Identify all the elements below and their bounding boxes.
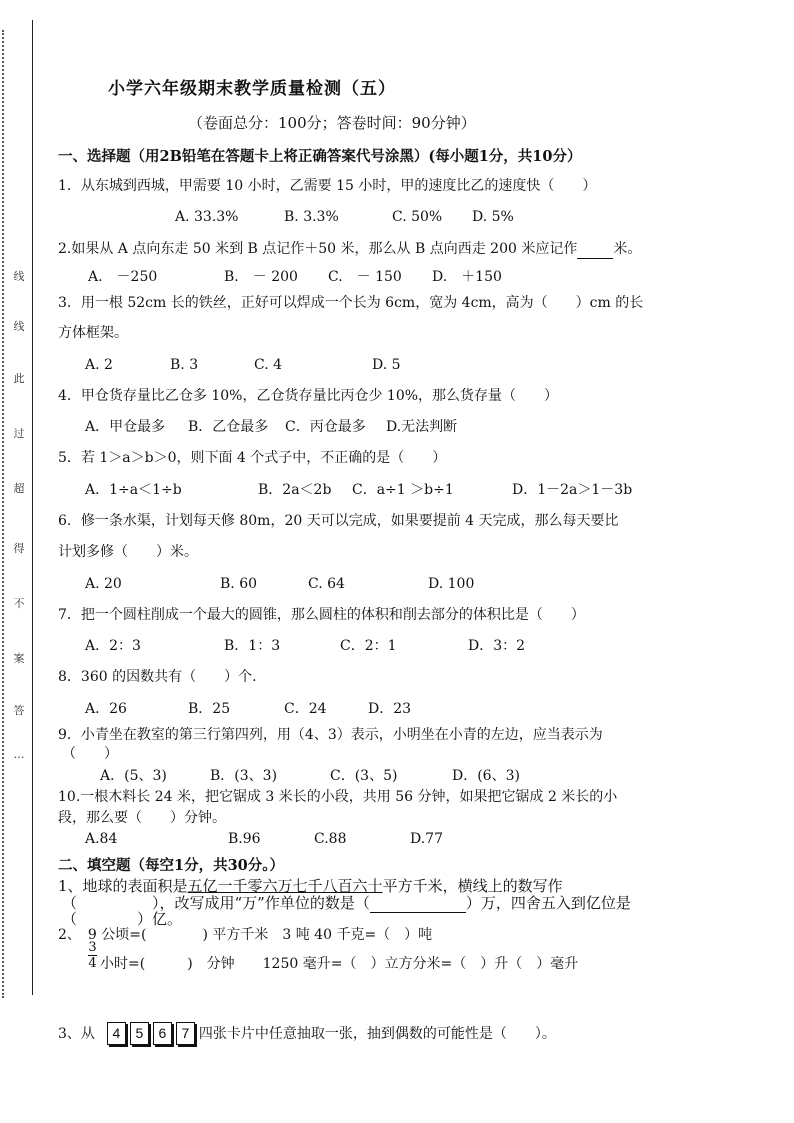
binding-char: 不 bbox=[13, 597, 25, 610]
q8-option-a: A．26 bbox=[85, 701, 127, 717]
binding-char: 线 bbox=[13, 320, 25, 333]
fill-q1-rest: 平方千米，横线上的数写作 bbox=[382, 877, 563, 895]
question-4: 4．甲仓货存量比乙仓多 10%，乙仓货存量比丙仓少 10%，那么货存量（ ） bbox=[58, 388, 559, 404]
binding-char: 案 bbox=[13, 652, 25, 665]
question-10-line2: 段，那么要（ ）分钟。 bbox=[58, 810, 226, 826]
q7-option-b: B．1：3 bbox=[224, 638, 281, 654]
binding-char: 超 bbox=[13, 482, 25, 495]
q7-option-a: A．2：3 bbox=[85, 638, 141, 654]
question-7: 7．把一个圆柱削成一个最大的圆锥，那么圆柱的体积和削去部分的体积比是（ ） bbox=[58, 607, 585, 623]
fraction-three-quarters bbox=[88, 941, 97, 970]
fill-q3-prefix: 3、从 bbox=[58, 1026, 95, 1042]
fraction-numerator: 3 bbox=[88, 940, 97, 955]
q9-option-a: A．(5、3) bbox=[100, 768, 167, 784]
question-1: 1．从东城到西城，甲需要 10 小时，乙需要 15 小时，甲的速度比乙的速度快（ ） bbox=[58, 178, 597, 194]
question-6-line2: 计划多修（ ）米。 bbox=[58, 544, 198, 560]
q6-option-a: A. 20 bbox=[85, 576, 122, 592]
number-card: 5 bbox=[130, 1022, 149, 1045]
q3-option-b: B. 3 bbox=[170, 357, 199, 373]
fill-q3-suffix: 四张卡片中任意抽取一张，抽到偶数的可能性是（ ）。 bbox=[198, 1026, 556, 1042]
q1-option-b: B. 3.3% bbox=[284, 209, 339, 225]
exam-title: 小学六年级期末教学质量检测（五） bbox=[108, 79, 396, 99]
q9-option-b: B．(3、3) bbox=[210, 768, 278, 784]
q4-option-c: C．丙仓最多 bbox=[285, 419, 366, 435]
fill-question-1-line1 bbox=[58, 877, 563, 895]
q8-option-b: B．25 bbox=[188, 701, 231, 717]
q10-option-a: A.84 bbox=[85, 831, 118, 847]
q5-option-c: C．a÷1 ＞b÷1 bbox=[352, 482, 454, 498]
q10-option-d: D.77 bbox=[410, 831, 443, 847]
binding-char: 答 bbox=[13, 704, 25, 717]
q6-option-d: D. 100 bbox=[428, 576, 475, 592]
fill-q1-prefix: 1、地球的表面积是 bbox=[58, 877, 188, 895]
binding-char: 过 bbox=[13, 427, 25, 440]
fill-question-2-line2: 小时=( ) 分钟 1250 毫升=（ ）立方分米=（ ）升（ ）毫升 bbox=[100, 956, 579, 972]
question-2 bbox=[58, 240, 641, 259]
q9-option-d: D．(6、3) bbox=[452, 768, 520, 784]
q7-option-c: C．2：1 bbox=[340, 638, 397, 654]
section1-heading: 一、选择题（用2B铅笔在答题卡上将正确答案代号涂黑）(每小题1分，共10分） bbox=[58, 148, 582, 165]
q2-unit: 米。 bbox=[613, 241, 642, 257]
number-card: 6 bbox=[153, 1022, 172, 1045]
q2-option-c: C. － 150 bbox=[328, 269, 402, 285]
fill-q1-underlined-number: 五亿一千零六万七千八百六十 bbox=[187, 877, 383, 895]
q5-option-d: D．1－2a＞1－3b bbox=[512, 482, 633, 498]
q1-option-c: C. 50% bbox=[392, 209, 443, 225]
q2-option-d: D. ＋150 bbox=[432, 269, 502, 285]
binding-solid-line bbox=[32, 20, 33, 995]
q10-option-b: B.96 bbox=[228, 831, 261, 847]
fill-question-2-line1: 2、 9 公顷=( ) 平方千米 3 吨 40 千克=（ ）吨 bbox=[58, 927, 433, 943]
question-8: 8．360 的因数共有（ ）个. bbox=[58, 669, 257, 685]
question-5: 5．若 1＞a＞b＞0，则下面 4 个式子中，不正确的是（ ） bbox=[58, 450, 447, 466]
q9-option-c: C．(3、5) bbox=[330, 768, 398, 784]
binding-char: 得 bbox=[13, 542, 25, 555]
q4-option-b: B．乙仓最多 bbox=[188, 419, 269, 435]
question-9-line1: 9．小青坐在教室的第三行第四列，用（4、3）表示，小明坐在小青的左边，应当表示为 bbox=[58, 727, 603, 743]
q6-option-b: B. 60 bbox=[220, 576, 258, 592]
fill-question-1-line3: （ ）亿。 bbox=[62, 910, 183, 928]
q4-option-d: D.无法判断 bbox=[386, 419, 458, 435]
q3-option-a: A. 2 bbox=[85, 357, 113, 373]
q5-option-b: B．2a＜2b bbox=[258, 482, 332, 498]
number-card: 7 bbox=[176, 1022, 195, 1045]
exam-subtitle: （卷面总分：100分；答卷时间：90分钟） bbox=[188, 114, 476, 132]
q4-option-a: A．甲仓最多 bbox=[85, 419, 166, 435]
binding-char: 此 bbox=[13, 372, 25, 385]
q1-option-d: D. 5% bbox=[472, 209, 514, 225]
q8-option-c: C．24 bbox=[284, 701, 327, 717]
q10-option-c: C.88 bbox=[314, 831, 347, 847]
q2-text: 2.如果从 A 点向东走 50 米到 B 点记作＋50 米，那么从 B 点向西走 200 米应记作 bbox=[58, 241, 578, 257]
question-3-line2: 方体框架。 bbox=[58, 325, 128, 341]
q7-option-d: D．3：2 bbox=[468, 638, 526, 654]
fraction-denominator: 4 bbox=[88, 956, 97, 971]
q2-option-a: A. －250 bbox=[88, 269, 158, 285]
q8-option-d: D．23 bbox=[368, 701, 412, 717]
q3-option-c: C. 4 bbox=[254, 357, 283, 373]
section2-heading: 二、填空题（每空1分，共30分。） bbox=[58, 857, 285, 874]
q1-option-a: A. 33.3% bbox=[175, 209, 239, 225]
q5-option-a: A．1÷a＜1÷b bbox=[85, 482, 182, 498]
question-10-line1: 10.一根木料长 24 米，把它锯成 3 米长的小段，共用 56 分钟，如果把它锯成 2 米长的小 bbox=[58, 789, 618, 805]
fill-q1-line2-a: （ ），改写成用“万”作单位的数是（ bbox=[62, 894, 370, 912]
fill-q1-line2-b: ）万，四舍五入到亿位是 bbox=[465, 894, 631, 912]
question-6-line1: 6．修一条水渠，计划每天修 80m，20 天可以完成，如果要提前 4 天完成，那么每天要比 bbox=[58, 513, 619, 529]
binding-dotted-line bbox=[2, 30, 4, 998]
question-9-line2: （ ） bbox=[62, 746, 118, 762]
answer-blank bbox=[370, 894, 466, 913]
binding-char: … bbox=[13, 748, 25, 761]
q2-option-b: B. － 200 bbox=[224, 269, 298, 285]
fill-question-3 bbox=[58, 1022, 556, 1045]
question-3-line1: 3．用一根 52cm 长的铁丝，正好可以焊成一个长为 6cm，宽为 4cm，高为（ ）cm 的长 bbox=[58, 295, 644, 311]
answer-blank bbox=[577, 240, 613, 259]
q6-option-c: C. 64 bbox=[308, 576, 345, 592]
number-card: 4 bbox=[107, 1022, 126, 1045]
binding-char: 线 bbox=[13, 270, 25, 283]
q3-option-d: D. 5 bbox=[372, 357, 401, 373]
